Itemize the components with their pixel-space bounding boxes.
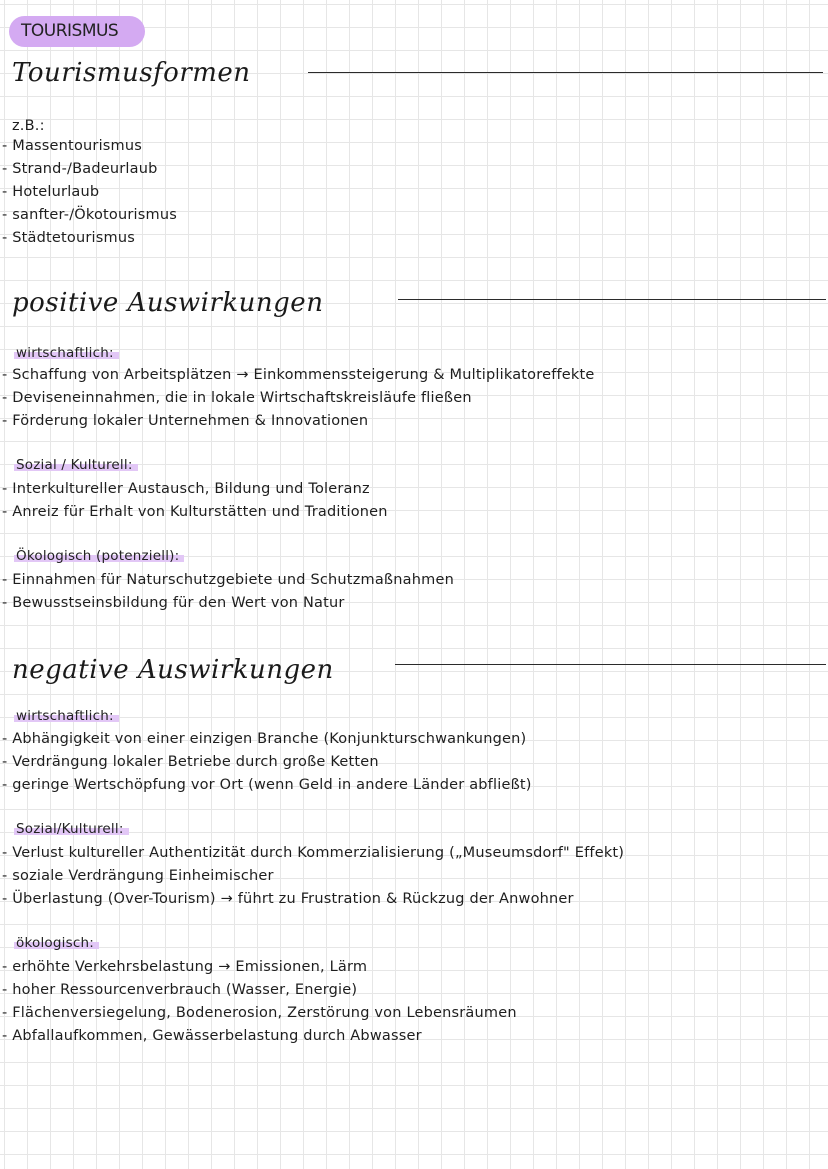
list-item: - Förderung lokaler Unternehmen & Innovationen: [2, 413, 369, 429]
list-item: - Abhängigkeit von einer einzigen Branche (Konjunkturschwankungen): [2, 731, 527, 747]
list-item: - Massentourismus: [2, 138, 143, 154]
section-rule: [395, 664, 826, 665]
section-title: positive Auswirkungen: [12, 288, 324, 318]
topic-badge: TOURISMUS: [9, 16, 145, 47]
list-item: - Verlust kultureller Authentizität durch Kommerzialisierung („Museumsdorf" Effekt): [2, 845, 625, 861]
list-item: - Einnahmen für Naturschutzgebiete und Schutzmaßnahmen: [2, 572, 454, 588]
intro-text: z.B.:: [12, 118, 45, 134]
list-item: - soziale Verdrängung Einheimischer: [2, 868, 274, 884]
list-item: - Bewusstseinsbildung für den Wert von Natur: [2, 595, 345, 611]
section-rule: [308, 72, 823, 73]
list-item: - erhöhte Verkehrsbelastung → Emissionen, Lärm: [2, 959, 368, 975]
list-item: - Hotelurlaub: [2, 184, 100, 200]
group-heading: ökologisch:: [14, 935, 99, 951]
list-item: - geringe Wertschöpfung vor Ort (wenn Geld in andere Länder abfließt): [2, 777, 532, 793]
list-item: - Interkultureller Austausch, Bildung und Toleranz: [2, 481, 370, 497]
list-item: - Flächenversiegelung, Bodenerosion, Zerstörung von Lebensräumen: [2, 1005, 517, 1021]
group-heading: Ökologisch (potenziell):: [14, 548, 184, 564]
group-heading: Sozial/Kulturell:: [14, 821, 129, 837]
list-item: - Überlastung (Over-Tourism) → führt zu Frustration & Rückzug der Anwohner: [2, 891, 574, 907]
group-heading: wirtschaftlich:: [14, 345, 119, 361]
list-item: - Abfallaufkommen, Gewässerbelastung durch Abwasser: [2, 1028, 422, 1044]
list-item: - Anreiz für Erhalt von Kulturstätten und Traditionen: [2, 504, 388, 520]
list-item: - Deviseneinnahmen, die in lokale Wirtschaftskreisläufe fließen: [2, 390, 472, 406]
list-item: - Schaffung von Arbeitsplätzen → Einkommenssteigerung & Multiplikatoreffekte: [2, 367, 595, 383]
section-rule: [398, 299, 826, 300]
group-heading: Sozial / Kulturell:: [14, 457, 138, 473]
section-title: Tourismusformen: [12, 58, 251, 88]
group-heading: wirtschaftlich:: [14, 708, 119, 724]
section-title: negative Auswirkungen: [12, 655, 334, 685]
list-item: - hoher Ressourcenverbrauch (Wasser, Energie): [2, 982, 358, 998]
list-item: - Strand-/Badeurlaub: [2, 161, 158, 177]
list-item: - sanfter-/Ökotourismus: [2, 207, 178, 223]
list-item: - Verdrängung lokaler Betriebe durch große Ketten: [2, 754, 379, 770]
list-item: - Städtetourismus: [2, 230, 135, 246]
